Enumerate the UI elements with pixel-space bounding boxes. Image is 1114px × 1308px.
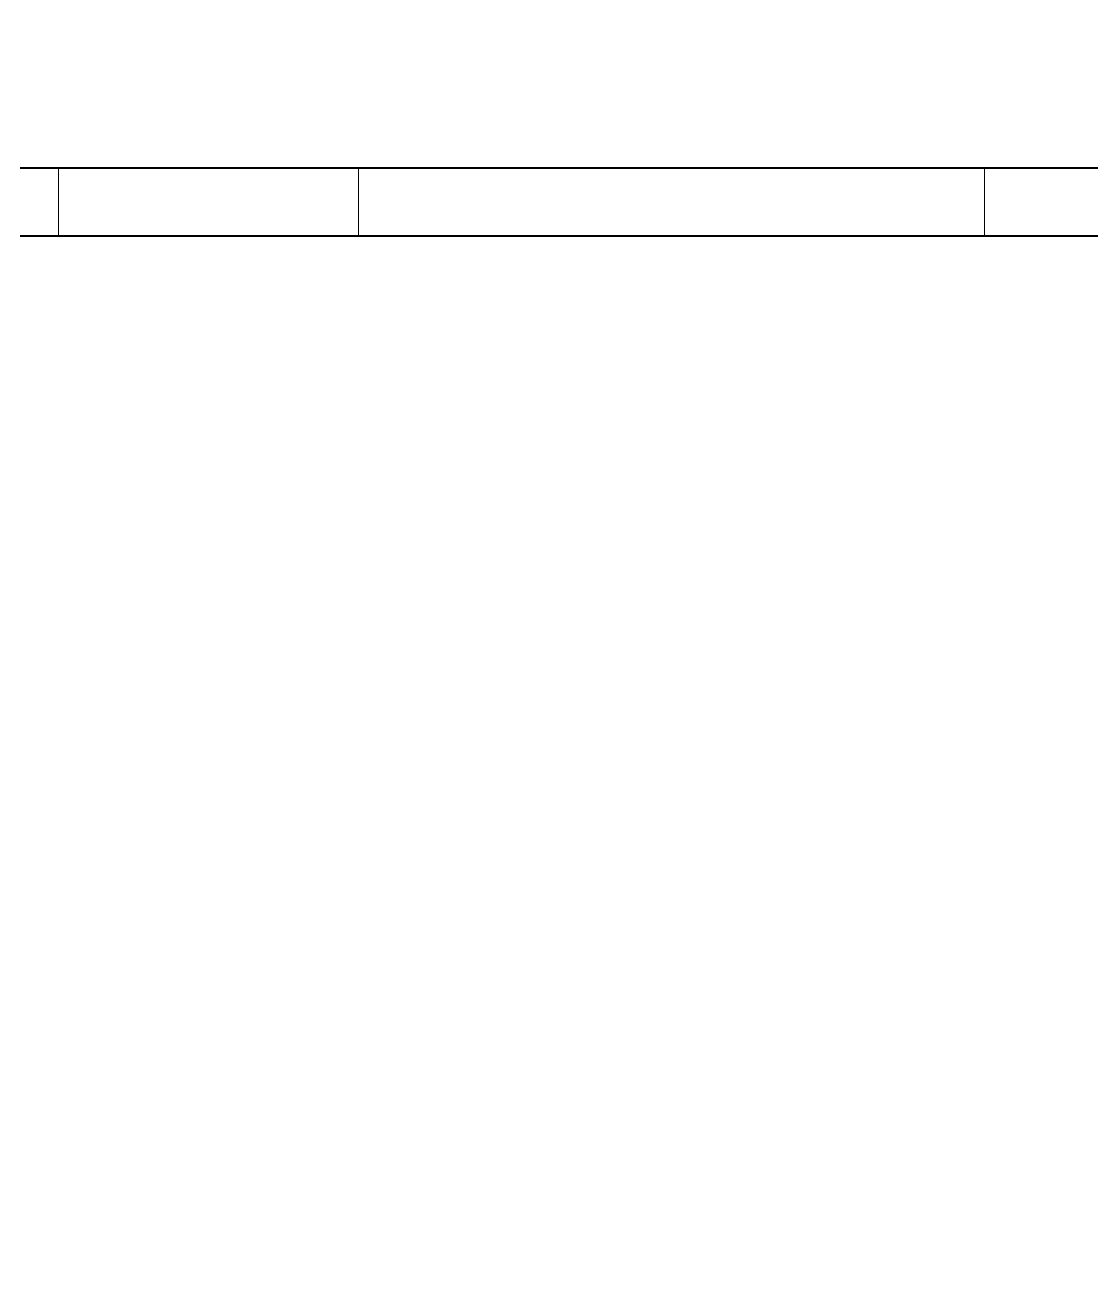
general-summary-table [20, 167, 1098, 237]
col-description-header [58, 168, 358, 236]
col-class-header [20, 168, 58, 236]
col-proposed-header [984, 168, 1098, 236]
col-expenditure-header [358, 168, 984, 236]
